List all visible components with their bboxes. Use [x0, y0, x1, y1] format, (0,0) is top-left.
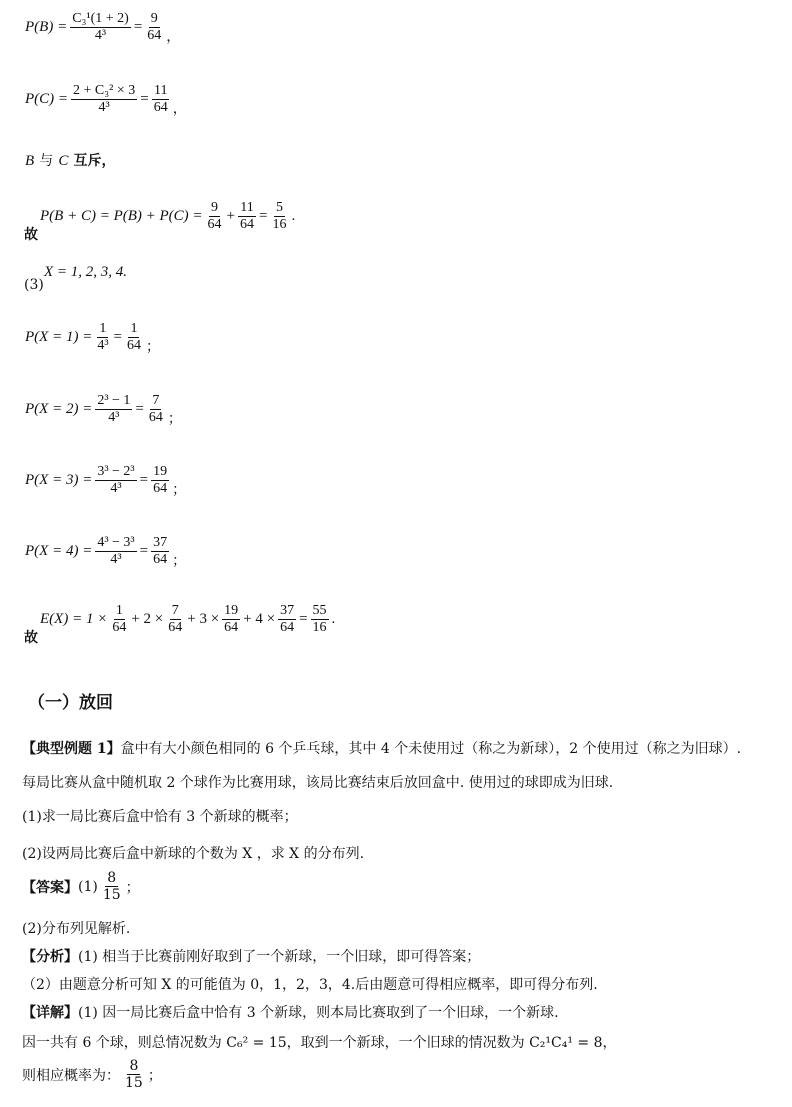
fraction	[166, 603, 184, 636]
question-1: (1)求一局比赛后盒中恰有 3 个新球的概率；	[22, 809, 298, 825]
numerator: 1	[99, 320, 107, 336]
detail-line-2: 因一共有 6 个球，则总情况数为 C₆² = 15，取到一个新球，一个旧球的情况数为 C₂¹C₄¹ = 8，	[22, 1035, 617, 1051]
term: + 2 ×	[131, 611, 164, 627]
fraction	[145, 11, 163, 44]
fraction	[110, 603, 128, 636]
numerator: 55	[312, 603, 327, 618]
eq-lhs: E(X) = 1 ×	[40, 611, 108, 627]
eq-x1	[25, 318, 160, 356]
denominator: 4³	[110, 480, 122, 496]
denominator: 64	[153, 551, 168, 567]
numerator: 9	[150, 10, 158, 26]
eq-x3	[25, 461, 186, 499]
numerator: C₃¹(1 + 2)	[72, 10, 129, 26]
example-line-2: 每局比赛从盒中随机取 2 个球作为比赛用球，该局比赛结束后放回盒中. 使用过的球即成为旧球.	[22, 775, 614, 791]
gu-label: 故	[24, 227, 38, 243]
denominator: 64	[280, 620, 295, 635]
analysis-line-2: （2）由题意分析可知 X 的可能值为 0，1，2，3，4.后由题意可得相应概率，即可得分布列.	[22, 977, 598, 993]
var-c: C	[58, 153, 69, 169]
equals: =	[133, 18, 143, 35]
punct: ；	[147, 1067, 162, 1084]
detail-text: 则相应概率为：	[22, 1067, 120, 1084]
numerator: 1	[130, 320, 138, 336]
numerator: 19	[224, 603, 239, 618]
equals: =	[139, 542, 149, 559]
punct: .	[331, 611, 336, 627]
part-3-label: (3)	[24, 277, 44, 293]
numerator: 5	[275, 200, 283, 215]
eq-x2	[25, 390, 182, 428]
fraction	[311, 603, 329, 636]
denominator: 64	[126, 337, 141, 353]
answer-part-2: (2)分布列见解析.	[22, 921, 131, 937]
text: 互斥，	[73, 153, 116, 169]
denominator: 4³	[97, 337, 109, 353]
gu-label: 故	[24, 630, 38, 646]
answer-part: (1)	[78, 878, 98, 895]
var-b: B	[25, 153, 35, 169]
eq-lhs: P(X = 3) =	[25, 471, 93, 488]
term: + 3 ×	[187, 611, 220, 627]
fraction	[123, 1058, 145, 1091]
fraction	[238, 200, 256, 233]
detail-line-1	[22, 1002, 559, 1022]
numerator: 11	[153, 82, 168, 98]
fraction	[95, 535, 136, 568]
fraction	[101, 870, 123, 903]
fraction	[95, 464, 136, 497]
punct: ；	[167, 412, 182, 427]
fraction	[222, 603, 240, 636]
denominator: 16	[312, 620, 327, 635]
equals: =	[139, 471, 149, 488]
denominator: 64	[147, 27, 162, 43]
x-values-text: X = 1, 2, 3, 4.	[44, 264, 128, 280]
answer-line	[22, 870, 140, 903]
denominator: 16	[272, 217, 287, 232]
analysis-line-1	[22, 946, 480, 966]
denominator: 15	[102, 887, 121, 903]
fraction	[95, 321, 110, 354]
fraction	[270, 200, 288, 233]
fraction	[151, 464, 169, 497]
denominator: 64	[148, 409, 163, 425]
detail-tag: 【详解】	[22, 1005, 78, 1021]
punct: ；	[172, 554, 187, 569]
numerator: 37	[280, 603, 295, 618]
numerator: 7	[171, 603, 179, 618]
fraction	[71, 83, 137, 116]
answer-tag: 【答案】	[22, 879, 78, 896]
punct: ；	[172, 483, 187, 498]
punct: ；	[145, 340, 160, 355]
detail-text: (1) 因一局比赛后盒中恰有 3 个新球，则本局比赛取到了一个旧球，一个新球.	[78, 1005, 559, 1021]
eq-lhs: P(B + C) = P(B) + P(C) =	[40, 208, 203, 224]
punct: .	[291, 208, 296, 224]
fraction	[278, 603, 296, 636]
text: 与	[39, 153, 54, 169]
fraction	[152, 83, 170, 116]
equals: =	[299, 611, 308, 627]
fraction	[206, 200, 224, 233]
denominator: 4³	[108, 409, 120, 425]
numerator: 37	[153, 534, 168, 550]
equals: =	[259, 208, 268, 224]
equals: =	[113, 328, 122, 345]
section-heading: （一）放回	[28, 693, 113, 713]
denominator: 64	[224, 620, 239, 635]
fraction	[151, 535, 169, 568]
eq-p-b-plus-c	[40, 200, 295, 233]
eq-x4	[25, 532, 186, 570]
plus: +	[226, 208, 236, 224]
numerator: 19	[153, 463, 168, 479]
eq-p-c	[25, 80, 187, 118]
example-text: 盒中有大小颜色相同的 6 个乒乓球，其中 4 个未使用过（称之为新球），2 个使用过（称之为旧球）.	[120, 741, 742, 757]
numerator: 7	[152, 392, 160, 408]
punct: ，	[166, 30, 181, 45]
denominator: 4³	[98, 99, 110, 115]
analysis-text: (1) 相当于比赛前刚好取到了一个新球，一个旧球，即可得答案；	[78, 949, 481, 965]
eq-lhs: P(X = 4) =	[25, 542, 93, 559]
denominator: 64	[153, 480, 168, 496]
numerator: 9	[211, 200, 219, 215]
numerator: 4³ − 3³	[97, 534, 135, 550]
mutually-exclusive-line	[25, 150, 115, 170]
eq-lhs: P(X = 1) =	[25, 328, 93, 345]
eq-p-b	[25, 8, 180, 46]
numerator: 1	[115, 603, 123, 618]
numerator: 8	[129, 1058, 139, 1074]
eq-lhs: P(B) =	[25, 18, 68, 35]
numerator: 2 + C₃² × 3	[73, 82, 136, 98]
detail-line-3	[22, 1058, 162, 1091]
eq-expectation	[40, 603, 335, 636]
denominator: 64	[207, 217, 222, 232]
fraction	[147, 393, 165, 426]
punct: ，	[172, 102, 187, 117]
denominator: 64	[112, 620, 127, 635]
fraction	[70, 11, 131, 44]
denominator: 64	[240, 217, 255, 232]
example-line-1	[22, 738, 741, 758]
x-values	[44, 264, 127, 281]
equals: =	[140, 90, 149, 107]
eq-lhs: P(C) =	[25, 90, 69, 107]
analysis-tag: 【分析】	[22, 949, 78, 965]
term: + 4 ×	[243, 611, 276, 627]
numerator: 8	[107, 870, 117, 886]
numerator: 11	[240, 200, 254, 215]
fraction	[125, 321, 143, 354]
example-tag: 【典型例题 1】	[22, 741, 121, 757]
equals: =	[135, 400, 144, 417]
denominator: 64	[168, 620, 183, 635]
denominator: 64	[153, 99, 168, 115]
fraction	[95, 393, 132, 426]
numerator: 3³ − 2³	[97, 463, 135, 479]
denominator: 15	[125, 1075, 143, 1091]
numerator: 2³ − 1	[97, 392, 131, 408]
denominator: 4³	[94, 27, 107, 43]
question-2: (2)设两局比赛后盒中新球的个数为 X ，求 X 的分布列.	[22, 846, 365, 862]
punct: ；	[125, 879, 140, 896]
eq-lhs: P(X = 2) =	[25, 400, 93, 417]
denominator: 4³	[110, 551, 122, 567]
